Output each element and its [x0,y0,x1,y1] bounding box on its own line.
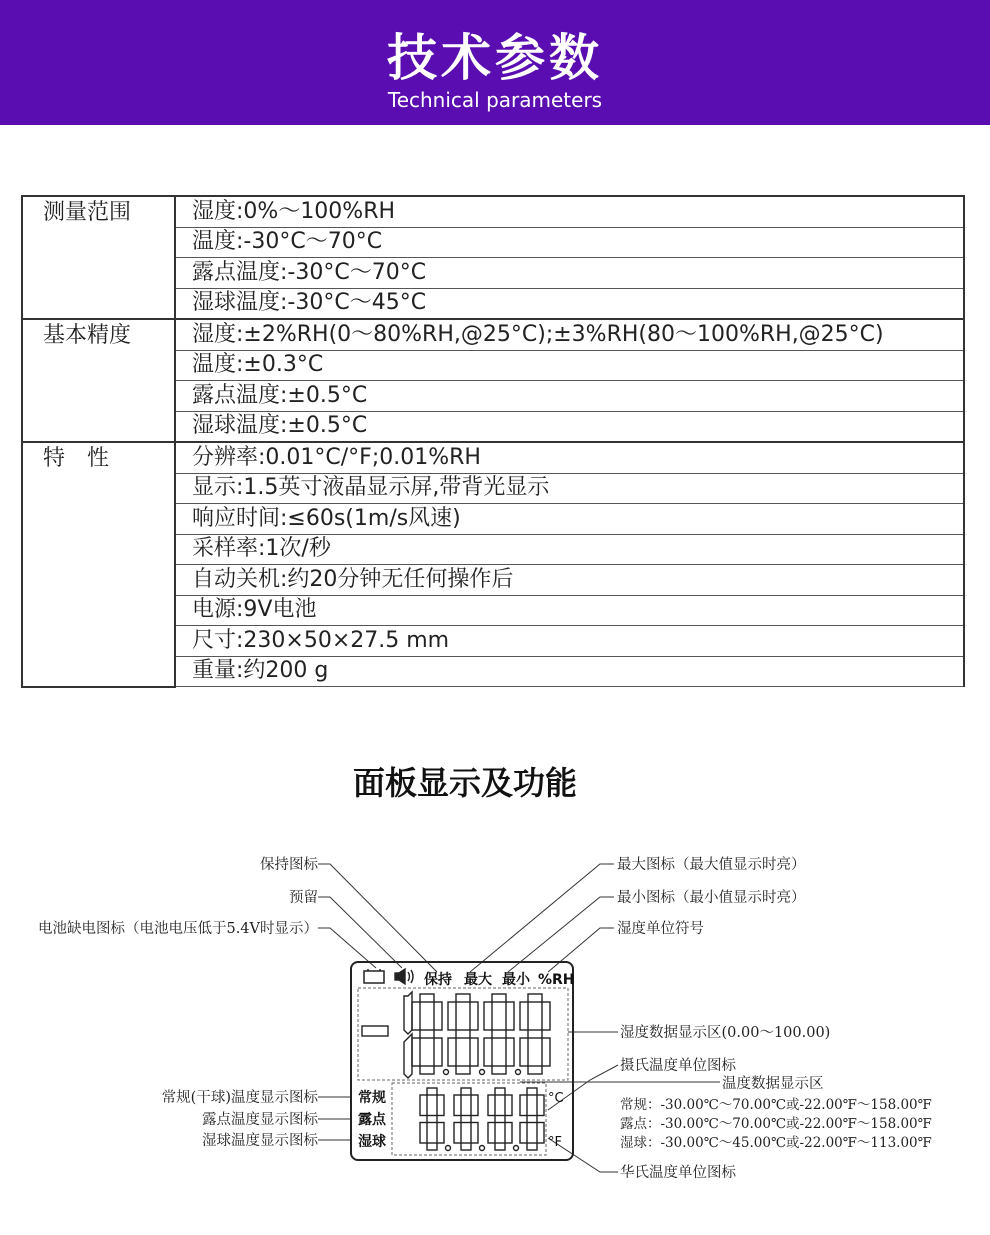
digit-segment [484,1002,492,1030]
digit-segment [437,1095,444,1116]
digit-segment [437,1123,444,1144]
spec-value: 温度:±0.3°C [175,350,964,381]
digit-segment [542,1002,550,1030]
digit-segment [506,1038,514,1066]
digit-segment [484,1038,492,1066]
digit-segment [420,1066,434,1074]
humidity-area [358,988,568,1080]
digit-segment [505,1123,512,1144]
digit-dot [446,1146,451,1151]
digit-segment [470,1002,478,1030]
digit-segment [427,1143,437,1150]
humidity-7seg [412,994,550,1075]
digit-segment [420,1123,427,1144]
max-icon-label: 最大图标（最大值显示时亮） [617,857,806,873]
digit-segment [492,1066,506,1074]
digit-segment [420,994,434,1002]
digit-segment [448,1038,456,1066]
lcd-normal-icon: 常规 [358,1090,386,1106]
wet-icon-label: 湿球温度显示图标 [202,1133,318,1149]
humidity-digits [362,992,412,1078]
dew-icon-label: 露点温度显示图标 [202,1112,318,1128]
digit-segment [461,1143,471,1150]
spec-value: 露点温度:±0.5°C [175,381,964,412]
spec-value: 分辨率:0.01°C/°F;0.01%RH [175,442,964,473]
digit-segment [427,1116,437,1123]
digit-segment [454,1123,461,1144]
digit-segment [461,1116,471,1123]
lcd-rh-icon: %RH [538,972,575,988]
spec-value: 湿球温度:±0.5°C [175,411,964,442]
header-banner [0,0,990,125]
temp-range-normal: 常规：-30.00℃～70.00℃或-22.00℉～158.00℉ [620,1097,932,1113]
spec-value: 电源:9V电池 [175,595,964,626]
digit-segment [492,1030,506,1038]
digit-segment [488,1123,495,1144]
digit-segment [528,1066,542,1074]
normal-icon-label: 常规(干球)温度显示图标 [161,1090,318,1106]
digit-segment [495,1143,505,1150]
spec-category: 测量范围 [22,196,175,319]
spec-value: 重量:约200 g [175,656,964,687]
digit-dot [514,1146,519,1151]
battery-icon-label: 电池缺电图标（电池电压低于5.4V时显示） [37,921,318,937]
spec-value: 湿度:0%～100%RH [175,196,964,227]
humidity-area-label: 湿度数据显示区(0.00～100.00) [620,1025,831,1041]
page-title: 技术参数 [387,29,603,87]
digit-segment [420,1030,434,1038]
digit-segment [434,1002,442,1030]
temperature-area-label: 温度数据显示区 [722,1076,824,1092]
spec-value: 显示:1.5英寸液晶显示屏,带背光显示 [175,473,964,504]
lcd-dew-icon: 露点 [358,1112,386,1128]
spec-value: 自动关机:约20分钟无任何操作后 [175,565,964,596]
hold-icon-label: 保持图标 [260,857,318,873]
speaker-icon [395,969,413,984]
digit-segment [420,1095,427,1116]
lcd-max-icon: 最大 [464,972,492,988]
digit-segment [537,1095,544,1116]
panel-title: 面板显示及功能 [352,764,577,802]
temperature-area [392,1083,546,1155]
reserve-label: 预留 [289,890,318,906]
digit-segment [412,1038,420,1066]
digit-segment [454,1095,461,1116]
temperature-7seg [420,1088,544,1151]
digit-segment [456,1066,470,1074]
spec-category: 特 性 [22,442,175,687]
digit-segment [520,1095,527,1116]
spec-value: 湿球温度:-30°C～45°C [175,288,964,319]
digit-segment [471,1095,478,1116]
lcd-wet-icon: 湿球 [358,1134,386,1150]
digit-dot [516,1070,521,1075]
table-row [22,319,964,350]
temp-range-wet: 湿球：-30.00℃～45.00℃或-22.00℉～113.00℉ [620,1135,932,1151]
digit-dot [480,1146,485,1151]
lcd-celsius-icon: °C [548,1091,564,1106]
digit-segment [495,1088,505,1095]
digit-segment [505,1095,512,1116]
min-icon-label: 最小图标（最小值显示时亮） [617,890,806,906]
spec-table [21,195,965,688]
digit-segment [470,1038,478,1066]
page-subtitle: Technical parameters [387,88,603,112]
digit-segment [495,1116,505,1123]
digit-dot [480,1070,485,1075]
digit-segment [520,1038,528,1066]
digit-segment [448,1002,456,1030]
digit-segment [506,1002,514,1030]
digit-segment [412,1002,420,1030]
digit-segment [427,1088,437,1095]
digit-segment [520,1002,528,1030]
table-row [22,196,964,227]
digit-segment [456,1030,470,1038]
spec-value: 湿度:±2%RH(0～80%RH,@25°C);±3%RH(80～100%RH,@25°C) [175,319,964,350]
spec-value: 采样率:1次/秒 [175,534,964,565]
spec-value: 响应时间:≤60s(1m/s风速) [175,504,964,535]
digit-segment [528,994,542,1002]
lcd-frame [351,962,573,1160]
digit-segment [488,1095,495,1116]
digit-dot [444,1070,449,1075]
digit-segment [434,1038,442,1066]
digit-segment [527,1088,537,1095]
digit-segment [492,994,506,1002]
spec-value: 尺寸:230×50×27.5 mm [175,626,964,657]
rh-unit-label: 湿度单位符号 [617,921,704,937]
digit-segment [542,1038,550,1066]
celsius-icon-label: 摄氏温度单位图标 [620,1058,736,1074]
lcd-min-icon: 最小 [502,972,530,988]
temp-range-dew: 露点：-30.00℃～70.00℃或-22.00℉～158.00℉ [620,1116,932,1132]
lcd-hold-icon: 保持 [424,972,452,988]
digit-segment [527,1143,537,1150]
table-row [22,442,964,473]
digit-segment [456,994,470,1002]
spec-value: 温度:-30°C～70°C [175,227,964,258]
battery-icon [364,969,384,983]
fahrenheit-icon-label: 华氏温度单位图标 [620,1165,736,1181]
digit-segment [461,1088,471,1095]
digit-segment [527,1116,537,1123]
lcd-fahrenheit-icon: °F [548,1135,562,1150]
spec-value: 露点温度:-30°C～70°C [175,258,964,289]
digit-segment [520,1123,527,1144]
digit-segment [528,1030,542,1038]
spec-category: 基本精度 [22,319,175,442]
digit-segment [537,1123,544,1144]
digit-segment [471,1123,478,1144]
